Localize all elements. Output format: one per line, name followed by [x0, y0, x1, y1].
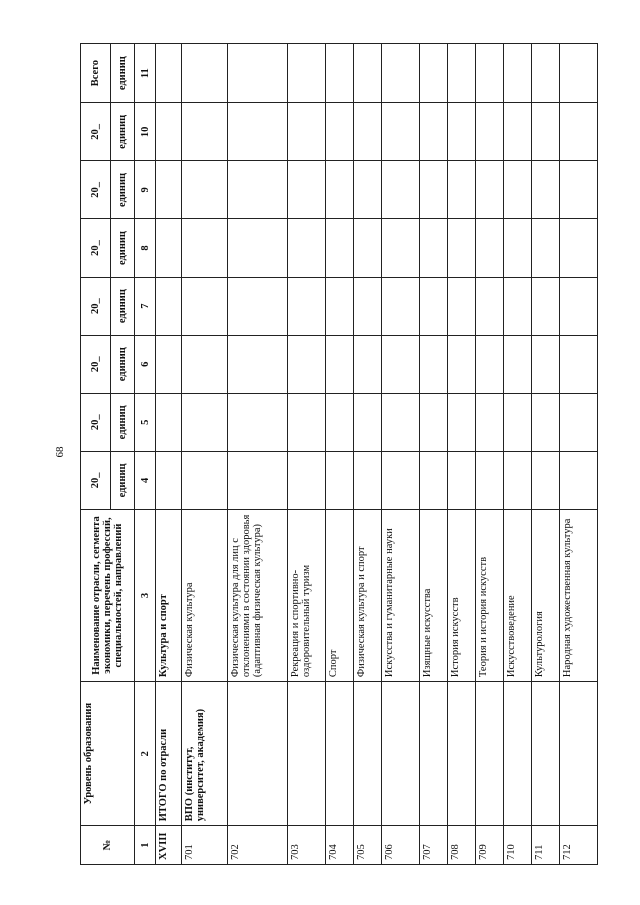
empty-cell — [448, 335, 476, 393]
empty-cell — [354, 44, 382, 103]
empty-cell — [182, 393, 228, 451]
empty-cell — [504, 451, 532, 509]
header-unit: единиц — [111, 103, 135, 161]
empty-cell — [476, 277, 504, 335]
empty-cell — [182, 44, 228, 103]
empty-cell — [504, 277, 532, 335]
row-level — [448, 682, 476, 826]
empty-cell — [156, 451, 182, 509]
empty-cell — [156, 44, 182, 103]
header-total: Всего — [81, 44, 111, 103]
row-no: 711 — [532, 826, 560, 865]
row-level: ВПО (институт, университет, академия) — [182, 682, 228, 826]
empty-cell — [182, 335, 228, 393]
row-level — [504, 682, 532, 826]
empty-cell — [156, 103, 182, 161]
empty-cell — [228, 451, 288, 509]
empty-cell — [288, 393, 326, 451]
empty-cell — [448, 44, 476, 103]
header-year: 20_ — [81, 451, 111, 509]
row-no: 703 — [288, 826, 326, 865]
empty-cell — [476, 451, 504, 509]
empty-cell — [504, 103, 532, 161]
empty-cell — [326, 219, 354, 277]
row-name: Спорт — [326, 509, 354, 681]
empty-cell — [182, 277, 228, 335]
row-level — [532, 682, 560, 826]
row-no: 710 — [504, 826, 532, 865]
row-no: 707 — [420, 826, 448, 865]
empty-cell — [288, 103, 326, 161]
row-level — [560, 682, 598, 826]
empty-cell — [228, 219, 288, 277]
empty-cell — [326, 393, 354, 451]
header-year: 20_ — [81, 161, 111, 219]
empty-cell — [228, 335, 288, 393]
empty-cell — [420, 219, 448, 277]
empty-cell — [476, 335, 504, 393]
empty-cell — [182, 161, 228, 219]
row-name: Физическая культура для лиц с отклонениями в состоянии здоровья (адаптивная физическая культура) — [228, 509, 288, 681]
empty-cell — [532, 219, 560, 277]
empty-cell — [476, 103, 504, 161]
header-year: 20_ — [81, 277, 111, 335]
empty-cell — [182, 451, 228, 509]
row-no: 704 — [326, 826, 354, 865]
empty-cell — [288, 451, 326, 509]
empty-cell — [326, 103, 354, 161]
empty-cell — [288, 44, 326, 103]
header-year: 20_ — [81, 393, 111, 451]
column-number: 3 — [135, 509, 156, 681]
header-unit: единиц — [111, 451, 135, 509]
empty-cell — [228, 393, 288, 451]
empty-cell — [228, 103, 288, 161]
empty-cell — [354, 335, 382, 393]
row-level — [354, 682, 382, 826]
row-no: 712 — [560, 826, 598, 865]
empty-cell — [382, 161, 420, 219]
row-level — [228, 682, 288, 826]
empty-cell — [354, 393, 382, 451]
empty-cell — [420, 335, 448, 393]
row-no: 706 — [382, 826, 420, 865]
empty-cell — [560, 44, 598, 103]
header-no: № — [81, 826, 135, 865]
row-level — [326, 682, 354, 826]
row-name: Теория и история искусств — [476, 509, 504, 681]
empty-cell — [156, 219, 182, 277]
empty-cell — [420, 103, 448, 161]
empty-cell — [326, 44, 354, 103]
row-no: 702 — [228, 826, 288, 865]
empty-cell — [448, 161, 476, 219]
empty-cell — [182, 103, 228, 161]
column-number: 8 — [135, 219, 156, 277]
header-name: Наименование отрасли, сегмента экономики, перечень профессий, специальностей, направлений — [81, 509, 135, 681]
empty-cell — [476, 44, 504, 103]
header-year: 20_ — [81, 103, 111, 161]
empty-cell — [560, 451, 598, 509]
row-level — [420, 682, 448, 826]
empty-cell — [420, 277, 448, 335]
empty-cell — [382, 277, 420, 335]
row-no: 705 — [354, 826, 382, 865]
empty-cell — [532, 277, 560, 335]
header-year: 20_ — [81, 335, 111, 393]
empty-cell — [382, 451, 420, 509]
empty-cell — [504, 44, 532, 103]
empty-cell — [326, 451, 354, 509]
empty-cell — [156, 277, 182, 335]
empty-cell — [382, 103, 420, 161]
empty-cell — [420, 393, 448, 451]
column-number: 11 — [135, 44, 156, 103]
column-number: 10 — [135, 103, 156, 161]
header-unit: единиц — [111, 335, 135, 393]
row-name: Искусствоведение — [504, 509, 532, 681]
empty-cell — [560, 335, 598, 393]
row-name: Изящные искусства — [420, 509, 448, 681]
empty-cell — [354, 161, 382, 219]
empty-cell — [288, 219, 326, 277]
empty-cell — [354, 451, 382, 509]
header-unit: единиц — [111, 219, 135, 277]
empty-cell — [532, 103, 560, 161]
empty-cell — [420, 44, 448, 103]
rotated-table-wrapper — [80, 43, 612, 865]
header-year: 20_ — [81, 219, 111, 277]
empty-cell — [288, 277, 326, 335]
header-unit: единиц — [111, 161, 135, 219]
empty-cell — [326, 335, 354, 393]
header-unit: единиц — [111, 44, 135, 103]
empty-cell — [420, 161, 448, 219]
empty-cell — [288, 161, 326, 219]
empty-cell — [420, 451, 448, 509]
empty-cell — [448, 219, 476, 277]
empty-cell — [156, 393, 182, 451]
column-number: 9 — [135, 161, 156, 219]
empty-cell — [448, 103, 476, 161]
column-number: 4 — [135, 451, 156, 509]
empty-cell — [532, 161, 560, 219]
empty-cell — [560, 277, 598, 335]
empty-cell — [382, 219, 420, 277]
empty-cell — [326, 161, 354, 219]
empty-cell — [182, 219, 228, 277]
empty-cell — [382, 393, 420, 451]
empty-cell — [326, 277, 354, 335]
total-row-no: XVIII — [156, 826, 182, 865]
empty-cell — [156, 161, 182, 219]
row-level — [288, 682, 326, 826]
empty-cell — [228, 277, 288, 335]
empty-cell — [560, 393, 598, 451]
empty-cell — [476, 161, 504, 219]
row-no: 708 — [448, 826, 476, 865]
empty-cell — [382, 335, 420, 393]
column-number: 2 — [135, 682, 156, 826]
page-number: 68 — [54, 446, 66, 458]
empty-cell — [382, 44, 420, 103]
empty-cell — [448, 393, 476, 451]
empty-cell — [504, 335, 532, 393]
row-name: Искусства и гуманитарные науки — [382, 509, 420, 681]
empty-cell — [560, 219, 598, 277]
column-number: 7 — [135, 277, 156, 335]
empty-cell — [354, 277, 382, 335]
row-no: 709 — [476, 826, 504, 865]
empty-cell — [228, 44, 288, 103]
empty-cell — [288, 335, 326, 393]
row-name: Физическая культура и спорт — [354, 509, 382, 681]
row-name: Народная художественная культура — [560, 509, 598, 681]
empty-cell — [476, 219, 504, 277]
empty-cell — [560, 103, 598, 161]
header-unit: единиц — [111, 277, 135, 335]
empty-cell — [532, 44, 560, 103]
column-number: 1 — [135, 826, 156, 865]
row-name: История искусств — [448, 509, 476, 681]
header-unit: единиц — [111, 393, 135, 451]
empty-cell — [476, 393, 504, 451]
row-level — [382, 682, 420, 826]
empty-cell — [504, 161, 532, 219]
column-number: 6 — [135, 335, 156, 393]
empty-cell — [532, 335, 560, 393]
empty-cell — [354, 103, 382, 161]
total-row-name: Культура и спорт — [156, 509, 182, 681]
empty-cell — [560, 161, 598, 219]
row-name: Культурология — [532, 509, 560, 681]
empty-cell — [504, 219, 532, 277]
empty-cell — [156, 335, 182, 393]
empty-cell — [448, 277, 476, 335]
row-name: Рекреация и спортивно-оздоровительный туризм — [288, 509, 326, 681]
empty-cell — [532, 393, 560, 451]
column-number: 5 — [135, 393, 156, 451]
row-no: 701 — [182, 826, 228, 865]
empty-cell — [504, 393, 532, 451]
empty-cell — [448, 451, 476, 509]
empty-cell — [532, 451, 560, 509]
row-level — [476, 682, 504, 826]
header-level: Уровень образования — [81, 682, 135, 826]
empty-cell — [354, 219, 382, 277]
total-row-level: ИТОГО по отрасли — [156, 682, 182, 826]
data-table — [80, 43, 598, 865]
empty-cell — [228, 161, 288, 219]
row-name: Физическая культура — [182, 509, 228, 681]
